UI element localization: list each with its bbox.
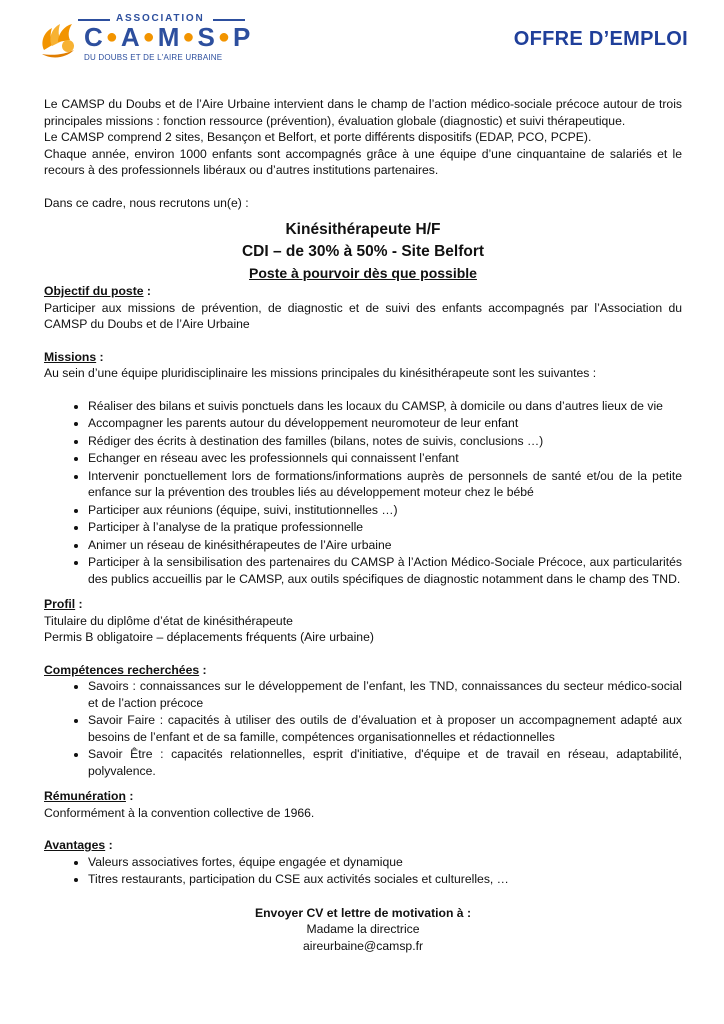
list-item: • Titres restaurants, participation du CSE aux activités sociales et culturelles, …	[88, 871, 682, 888]
avantages-heading: Avantages :	[44, 838, 113, 852]
contact-email[interactable]: aireurbaine@camsp.fr	[302, 938, 424, 953]
profil-line: Titulaire du diplôme d’état de kinésithérapeute	[44, 613, 293, 628]
contact-heading: Envoyer CV et lettre de motivation à :	[254, 905, 472, 920]
job-contract: CDI – de 30% à 50% - Site Belfort	[241, 243, 485, 260]
intro-paragraph: Le CAMSP du Doubs et de l’Aire Urbaine intervient dans le champ de l’action médico-sociale précoce autour de trois principales missions : fonction ressource (prévention), évaluation globale (diagnostic) et suivi thérapeutique.	[44, 97, 682, 128]
missions-intro: Au sein d’une équipe pluridisciplinaire les missions principales du kinésithérapeute sont les suivantes :	[44, 366, 597, 380]
remuneration-text: Conformément à la convention collective de 1966.	[44, 805, 315, 820]
logo-acronym: C ●A ●M ●S ●P	[84, 22, 252, 52]
list-item: • Intervenir ponctuellement lors de formations/informations auprès de personnels de santé et/ou de la petite enfance sur la prévention des troubles liés au développement moteur chez le bébé	[88, 468, 682, 501]
intro-children: Chaque année, environ 1000 enfants sont accompagnés grâce à une équipe d’une cinquantaine de salariés et le recours à des professionnels libéraux ou d’autres institutions partenaires.	[44, 146, 682, 177]
list-item: • Savoirs : connaissances sur le développement de l’enfant, les TND, connaissances du secteur médico-social et de l’action précoce	[88, 678, 682, 711]
missions-list	[44, 398, 682, 588]
list-item: • Participer aux réunions (équipe, suivi, institutionnelles …)	[88, 502, 682, 519]
logo-association-text: ASSOCIATION	[116, 13, 205, 24]
list-item: • Savoir Faire : capacités à utiliser des outils de d’évaluation et à proposer un accompagnement adapté aux besoins de l’enfant et de sa famille, compétences organisationnelles et rédactionnelles	[88, 712, 682, 745]
hands-logo-icon	[38, 16, 82, 60]
list-item: • Participer à la sensibilisation des partenaires du CAMSP à l’Action Médico-Sociale Précoce, aux particularités des publics accueillis par le CAMSP, aux outils spécifiques de diagnostic notamment dans le champ des TND.	[88, 554, 682, 587]
logo-subtitle: DU DOUBS ET DE L'AIRE URBAINE	[84, 53, 223, 62]
list-item: • Savoir Être : capacités relationnelles, esprit d'initiative, d'équipe et de travail en réseau, adaptabilité, polyvalence.	[88, 746, 682, 779]
missions-heading: Missions :	[44, 349, 104, 364]
list-item: • Réaliser des bilans et suivis ponctuels dans les locaux du CAMSP, à domicile ou dans d’autres lieux de vie	[88, 398, 682, 415]
profil-line: Permis B obligatoire – déplacements fréquents (Aire urbaine)	[44, 630, 374, 644]
offer-content	[44, 96, 682, 954]
list-item: • Animer un réseau de kinésithérapeutes de l’Aire urbaine	[88, 537, 682, 554]
document-title: OFFRE D’EMPLOI	[513, 28, 688, 50]
avantages-list	[44, 854, 682, 888]
list-item: • Rédiger des écrits à destination des familles (bilans, notes de suivis, conclusions …)	[88, 433, 682, 450]
contact-block	[44, 905, 682, 955]
objectif-text: Participer aux missions de prévention, de diagnostic et de suivi des enfants accompagnés par l’Association du CAMSP du Doubs et de l’Aire Urbaine	[44, 300, 682, 331]
list-item: • Echanger en réseau avec les professionnels qui connaissent l’enfant	[88, 450, 682, 467]
intro-sites: Le CAMSP comprend 2 sites, Besançon et Belfort, et porte différents dispositifs (EDAP, PCO, PCPE).	[44, 130, 592, 144]
profil-heading: Profil :	[44, 597, 83, 611]
competences-heading: Compétences recherchées :	[44, 662, 207, 677]
list-item: • Participer à l’analyse de la pratique professionnelle	[88, 519, 682, 536]
job-title: Kinésithérapeute H/F	[285, 221, 441, 238]
objectif-heading: Objectif du poste :	[44, 284, 151, 298]
contact-recipient: Madame la directrice	[306, 922, 420, 936]
camsp-logo	[38, 12, 258, 62]
list-item: • Accompagner les parents autour du développement neuromoteur de leur enfant	[88, 415, 682, 432]
recruit-line: Dans ce cadre, nous recrutons un(e) :	[44, 195, 249, 210]
remuneration-heading: Rémunération :	[44, 789, 134, 803]
job-availability: Poste à pourvoir dès que possible	[249, 265, 477, 281]
competences-list	[44, 678, 682, 779]
list-item: • Valeurs associatives fortes, équipe engagée et dynamique	[88, 854, 682, 871]
